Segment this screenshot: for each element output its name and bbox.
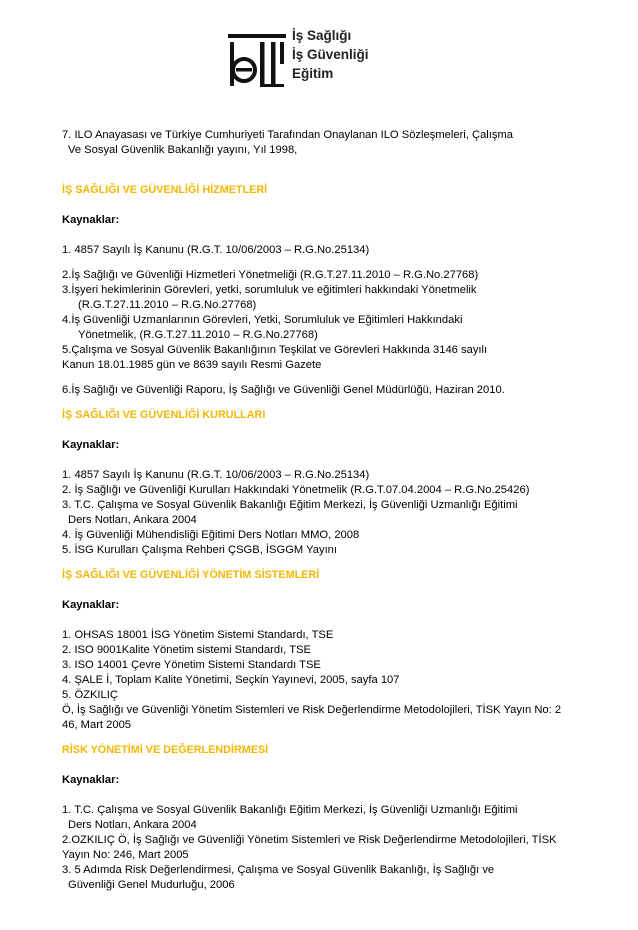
list-item: 5.Çalışma ve Sosyal Güvenlik Bakanlığının Teşkilat ve Görevleri Hakkında 3146 sayılı [62, 344, 488, 356]
list-item: 1. T.C. Çalışma ve Sosyal Güvenlik Bakanlığı Eğitim Merkezi, İş Güvenliği Uzmanlığı Eğitimi [62, 804, 518, 816]
list-item-cont: Kanun 18.01.1985 gün ve 8639 sayılı Resmi Gazete [62, 359, 322, 371]
logo [224, 26, 424, 96]
list-item: 4. ŞALE İ, Toplam Kalite Yönetimi, Seçkin Yayınevi, 2005, sayfa 107 [62, 674, 400, 686]
intro-line-1: 7. ILO Anayasası ve Türkiye Cumhuriyeti Tarafından Onaylanan ILO Sözleşmeleri, Çalışma [62, 129, 514, 141]
list-item: 6.İş Sağlığı ve Güvenliği Raporu, İş Sağlığı ve Güvenliği Genel Müdürlüğü, Haziran 2010. [62, 384, 505, 396]
sources-heading: Kaynaklar: [62, 214, 120, 226]
logo-line-2: İş Güvenliği [292, 47, 369, 62]
list-item: 5. ÖZKILIÇ [62, 689, 118, 701]
list-item-cont: Ders Notları, Ankara 2004 [68, 514, 197, 526]
list-item-cont: Ders Notları, Ankara 2004 [68, 819, 197, 831]
sources-heading: Kaynaklar: [62, 599, 120, 611]
list-item: 3. 5 Adımda Risk Değerlendirmesi, Çalışma ve Sosyal Güvenlik Bakanlığı, İş Sağlığı ve [62, 864, 495, 876]
section-title-boards: İŞ SAĞLIĞI VE GÜVENLİĞİ KURULLARI [62, 409, 266, 421]
list-item: 1. OHSAS 18001 İSG Yönetim Sistemi Standardı, TSE [62, 629, 334, 641]
list-item: 3. T.C. Çalışma ve Sosyal Güvenlik Bakanlığı Eğitim Merkezi, İş Güvenliği Uzmanlığı Eğitimi [62, 499, 518, 511]
section-title-management: İŞ SAĞLIĞI VE GÜVENLİĞİ YÖNETİM SİSTEMLERİ [62, 569, 320, 581]
list-item: 1. 4857 Sayılı İş Kanunu (R.G.T. 10/06/2003 – R.G.No.25134) [62, 244, 370, 256]
list-item: 5. İSG Kurulları Çalışma Rehberi ÇSGB, İSGGM Yayını [62, 544, 338, 556]
logo-line-3: Eğitim [292, 66, 334, 81]
list-item: 2. İş Sağlığı ve Güvenliği Kurulları Hakkındaki Yönetmelik (R.G.T.07.04.2004 – R.G.No.25426) [62, 484, 530, 496]
list-item-cont: (R.G.T.27.11.2010 – R.G.No.27768) [78, 299, 257, 311]
list-item: 2.OZKILIÇ Ö, İş Sağlığı ve Güvenliği Yönetim Sistemleri ve Risk Değerlendirme Metodolojileri, TİSK [62, 834, 557, 846]
sources-heading: Kaynaklar: [62, 774, 120, 786]
list-item: 3. ISO 14001 Çevre Yönetim Sistemi Standardı TSE [62, 659, 321, 671]
list-item-cont: Yayın No: 246, Mart 2005 [62, 849, 189, 861]
list-item: 1. 4857 Sayılı İş Kanunu (R.G.T. 10/06/2003 – R.G.No.25134) [62, 469, 370, 481]
intro-line-2: Ve Sosyal Güvenlik Bakanlığı yayını, Yıl 1998, [68, 144, 298, 156]
logo-line-1: İş Sağlığı [292, 28, 352, 43]
list-item: 2.İş Sağlığı ve Güvenliği Hizmetleri Yönetmeliği (R.G.T.27.11.2010 – R.G.No.27768) [62, 269, 479, 281]
list-item-cont: Yönetmelik, (R.G.T.27.11.2010 – R.G.No.27768) [78, 329, 318, 341]
sources-heading: Kaynaklar: [62, 439, 120, 451]
logo-text [292, 26, 369, 83]
list-item: 3.İşyeri hekimlerinin Görevleri, yetki, sorumluluk ve eğitimleri hakkındaki Yönetmelik [62, 284, 477, 296]
section-title-services: İŞ SAĞLIĞI VE GÜVENLİĞİ HİZMETLERİ [62, 184, 268, 196]
list-item: 2. ISO 9001Kalite Yönetim sistemi Standardı, TSE [62, 644, 311, 656]
list-item-cont: 46, Mart 2005 [62, 719, 132, 731]
list-item-cont: Güvenliği Genel Mudurluğu, 2006 [68, 879, 235, 891]
logo-mark-icon [224, 32, 288, 90]
list-item: 4.İş Güvenliği Uzmanlarının Görevleri, Yetki, Sorumluluk ve Eğitimleri Hakkındaki [62, 314, 463, 326]
section-title-risk: RİSK YÖNETİMİ VE DEĞERLENDİRMESİ [62, 744, 269, 756]
list-item-cont: Ö, İş Sağlığı ve Güvenliği Yönetim Sistemleri ve Risk Değerlendirme Metodolojileri, TİSK Yayın No: 2 [62, 704, 562, 716]
document-body [62, 128, 622, 893]
list-item: 4. İş Güvenliği Mühendisliği Eğitimi Ders Notları MMO, 2008 [62, 529, 360, 541]
